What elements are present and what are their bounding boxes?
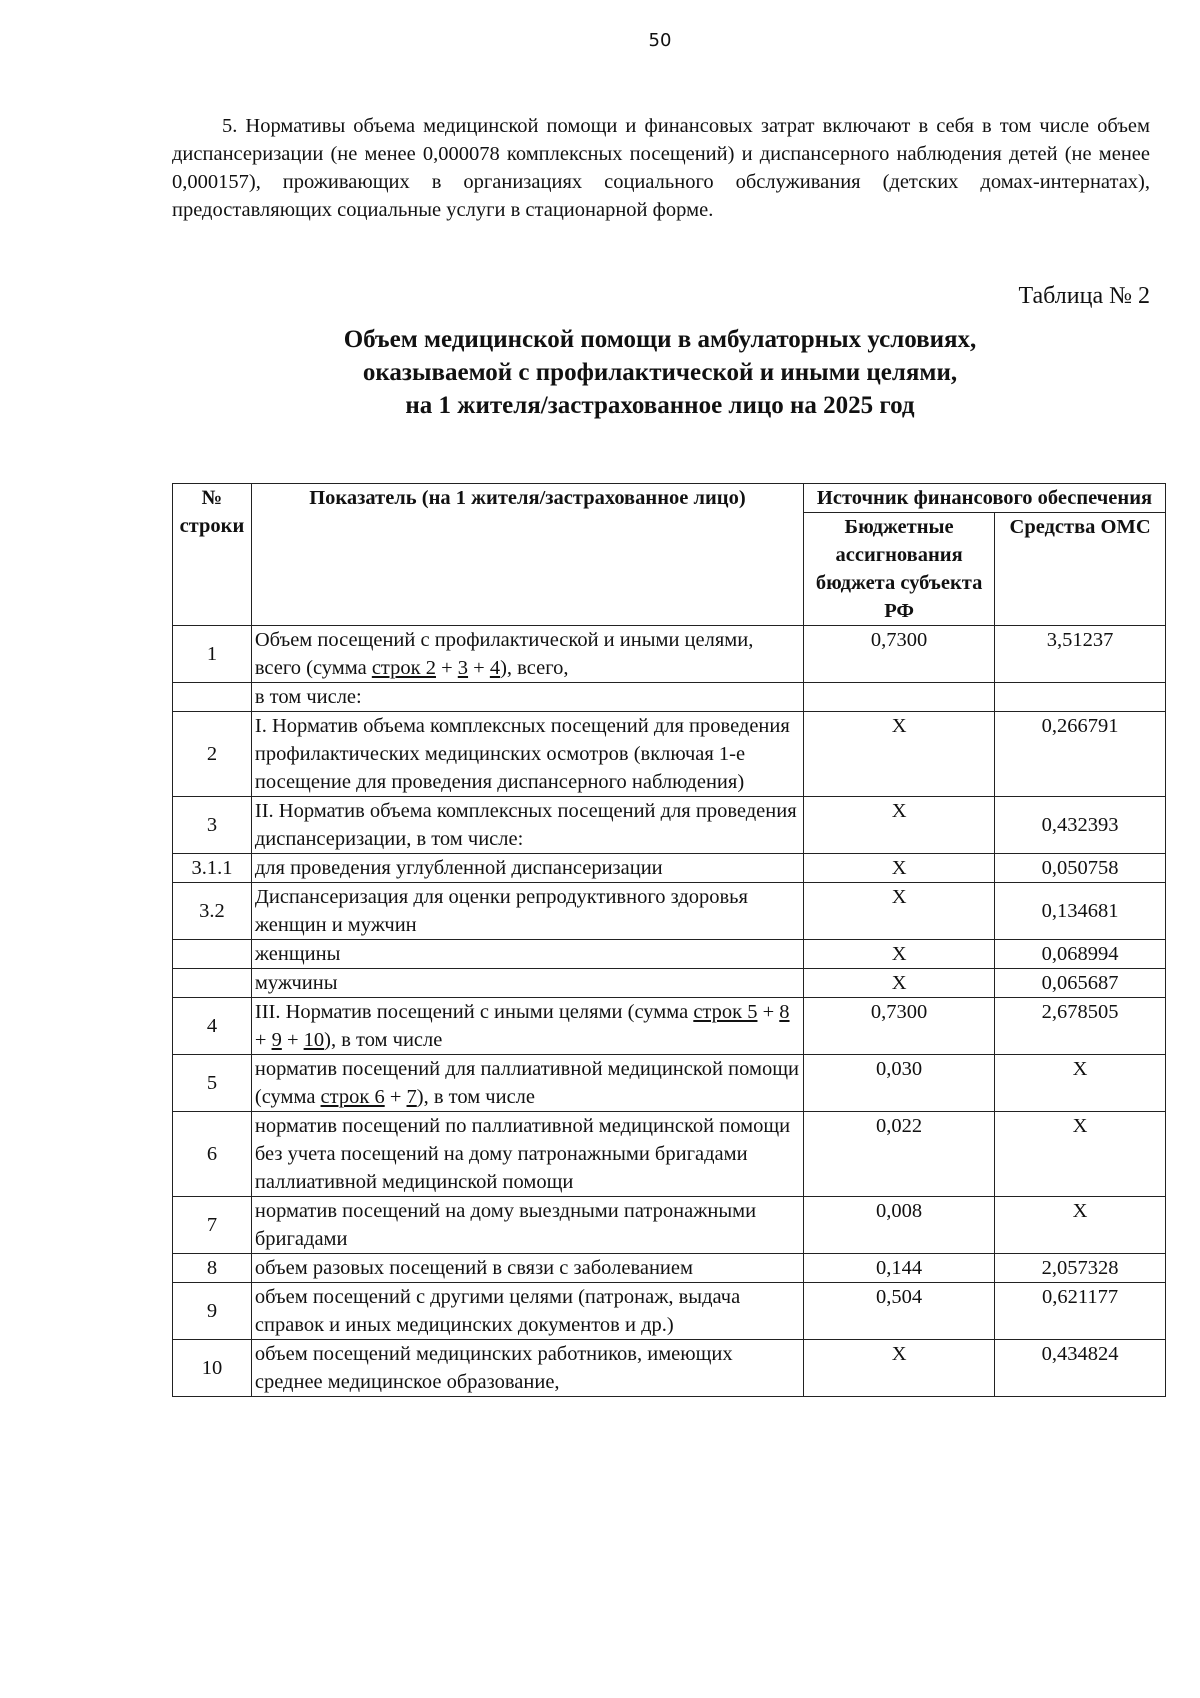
row-number: [173, 940, 252, 969]
row-oms: X: [995, 1055, 1166, 1112]
intro-paragraph: 5. Нормативы объема медицинской помощи и финансовых затрат включают в себя в том числе объем диспансеризации (не менее 0,000078 комплексных посещений) и диспансерного наблюдения детей (не менее 0,000157), проживающих в организациях социального обслуживания (детских домах-интернатах), предоставляющих социальные услуги в стационарной форме.: [172, 115, 1150, 221]
row-plus: +: [254, 1029, 272, 1051]
row-indicator: объем посещений с другими целями (патронаж, выдача справок и иных медицинских документов и др.): [251, 1283, 803, 1340]
row-plus: +: [281, 1029, 304, 1051]
row-number: 1: [173, 626, 252, 683]
row-number: 7: [173, 1197, 252, 1254]
row-indicator: II. Норматив объема комплексных посещений для проведения диспансеризации, в том числе:: [251, 797, 803, 854]
row-budget: 0,7300: [804, 998, 995, 1055]
row-budget: X: [804, 883, 995, 940]
row-indicator: объем посещений медицинских работников, имеющих среднее медицинское образование,: [251, 1340, 803, 1397]
row-budget: 0,030: [804, 1055, 995, 1112]
row-link[interactable]: 7: [406, 1086, 417, 1108]
row-indicator: объем разовых посещений в связи с заболеванием: [251, 1254, 803, 1283]
table-row: [173, 1055, 1166, 1112]
row-indicator: женщины: [251, 940, 803, 969]
table-title: [160, 323, 1160, 422]
row-budget: X: [804, 1340, 995, 1397]
title-line: на 1 жителя/застрахованное лицо на 2025 год: [405, 392, 915, 419]
row-text: ), в том числе: [416, 1086, 536, 1108]
row-number: [173, 969, 252, 998]
row-plus: +: [468, 657, 490, 679]
row-number: 10: [173, 1340, 252, 1397]
row-budget: X: [804, 797, 995, 854]
row-oms: X: [995, 1197, 1166, 1254]
row-text: ), в том числе: [324, 1029, 443, 1051]
row-budget: 0,008: [804, 1197, 995, 1254]
row-number: 5: [173, 1055, 252, 1112]
table-row: [173, 1197, 1166, 1254]
row-indicator: для проведения углубленной диспансеризации: [251, 854, 803, 883]
row-plus: +: [384, 1086, 407, 1108]
row-budget: X: [804, 712, 995, 797]
row-number: [173, 683, 252, 712]
row-number: 9: [173, 1283, 252, 1340]
row-budget: 0,144: [804, 1254, 995, 1283]
row-link[interactable]: 8: [779, 1001, 790, 1023]
row-oms: 2,057328: [995, 1254, 1166, 1283]
row-link[interactable]: строк 2: [371, 657, 436, 679]
page-number: 50: [648, 30, 672, 51]
row-oms: 0,068994: [995, 940, 1166, 969]
header-budget: Бюджетные ассигнования бюджета субъекта РФ: [804, 513, 995, 626]
title-line: оказываемой с профилактической и иными целями,: [362, 359, 958, 386]
row-indicator: [251, 1055, 803, 1112]
row-budget: X: [804, 940, 995, 969]
table-row: [173, 797, 1166, 854]
row-budget: 0,022: [804, 1112, 995, 1197]
row-number: 8: [173, 1254, 252, 1283]
header-row-num: № строки: [173, 484, 252, 626]
table-row: [173, 1283, 1166, 1340]
table-row: [173, 1340, 1166, 1397]
row-link[interactable]: строк 5: [693, 1001, 758, 1023]
row-oms: 3,51237: [995, 626, 1166, 683]
row-text: III. Норматив посещений с иными целями (сумма: [254, 1001, 694, 1023]
row-oms: 0,266791: [995, 712, 1166, 797]
row-link[interactable]: 9: [271, 1029, 282, 1051]
row-oms: [995, 683, 1166, 712]
header-row: [173, 484, 1166, 513]
row-indicator: [251, 998, 803, 1055]
row-budget: X: [804, 969, 995, 998]
table-row: [173, 712, 1166, 797]
table-row: [173, 940, 1166, 969]
row-number: 3: [173, 797, 252, 854]
row-oms: 0,134681: [995, 883, 1166, 940]
row-number: 3.2: [173, 883, 252, 940]
row-plus: +: [757, 1001, 780, 1023]
row-indicator: [251, 626, 803, 683]
row-link[interactable]: 3: [457, 657, 469, 679]
row-indicator: I. Норматив объема комплексных посещений для проведения профилактических медицинских осмотров (включая 1-е посещение для проведения диспансерного наблюдения): [251, 712, 803, 797]
row-number: 2: [173, 712, 252, 797]
header-oms: Средства ОМС: [995, 513, 1166, 626]
row-number: 3.1.1: [173, 854, 252, 883]
row-oms: 0,065687: [995, 969, 1166, 998]
table-row: [173, 683, 1166, 712]
row-oms: 0,432393: [995, 797, 1166, 854]
row-oms: X: [995, 1112, 1166, 1197]
table-label: Таблица № 2: [1018, 283, 1150, 309]
row-indicator: Диспансеризация для оценки репродуктивного здоровья женщин и мужчин: [251, 883, 803, 940]
row-indicator: норматив посещений по паллиативной медицинской помощи без учета посещений на дому патронажными бригадами паллиативной медицинской помощи: [251, 1112, 803, 1197]
title-line: Объем медицинской помощи в амбулаторных условиях,: [343, 326, 977, 353]
row-budget: [804, 683, 995, 712]
row-text: норматив посещений для паллиативной медицинской помощи (сумма: [254, 1058, 799, 1108]
row-budget: 0,504: [804, 1283, 995, 1340]
volume-table: [172, 483, 1166, 1397]
row-number: 6: [173, 1112, 252, 1197]
header-indicator: Показатель (на 1 жителя/застрахованное лицо): [251, 484, 803, 626]
row-plus: +: [435, 657, 458, 679]
row-indicator: норматив посещений на дому выездными патронажными бригадами: [251, 1197, 803, 1254]
row-number: 4: [173, 998, 252, 1055]
row-indicator: мужчины: [251, 969, 803, 998]
row-text: ), всего,: [500, 657, 569, 679]
table-row: [173, 998, 1166, 1055]
table-row: [173, 1112, 1166, 1197]
row-budget: 0,7300: [804, 626, 995, 683]
table-row: [173, 883, 1166, 940]
row-oms: 0,434824: [995, 1340, 1166, 1397]
row-budget: X: [804, 854, 995, 883]
table-row: [173, 626, 1166, 683]
row-link[interactable]: строк 6: [320, 1086, 385, 1108]
header-source: Источник финансового обеспечения: [804, 484, 1166, 513]
row-oms: 0,050758: [995, 854, 1166, 883]
row-oms: 0,621177: [995, 1283, 1166, 1340]
row-indicator: в том числе:: [251, 683, 803, 712]
table-row: [173, 854, 1166, 883]
table-row: [173, 969, 1166, 998]
table-row: [173, 1254, 1166, 1283]
row-link[interactable]: 10: [303, 1029, 325, 1051]
row-link[interactable]: 4: [489, 657, 501, 679]
row-oms: 2,678505: [995, 998, 1166, 1055]
row-text: Объем посещений с профилактической и иными целями, всего (сумма: [254, 629, 754, 679]
